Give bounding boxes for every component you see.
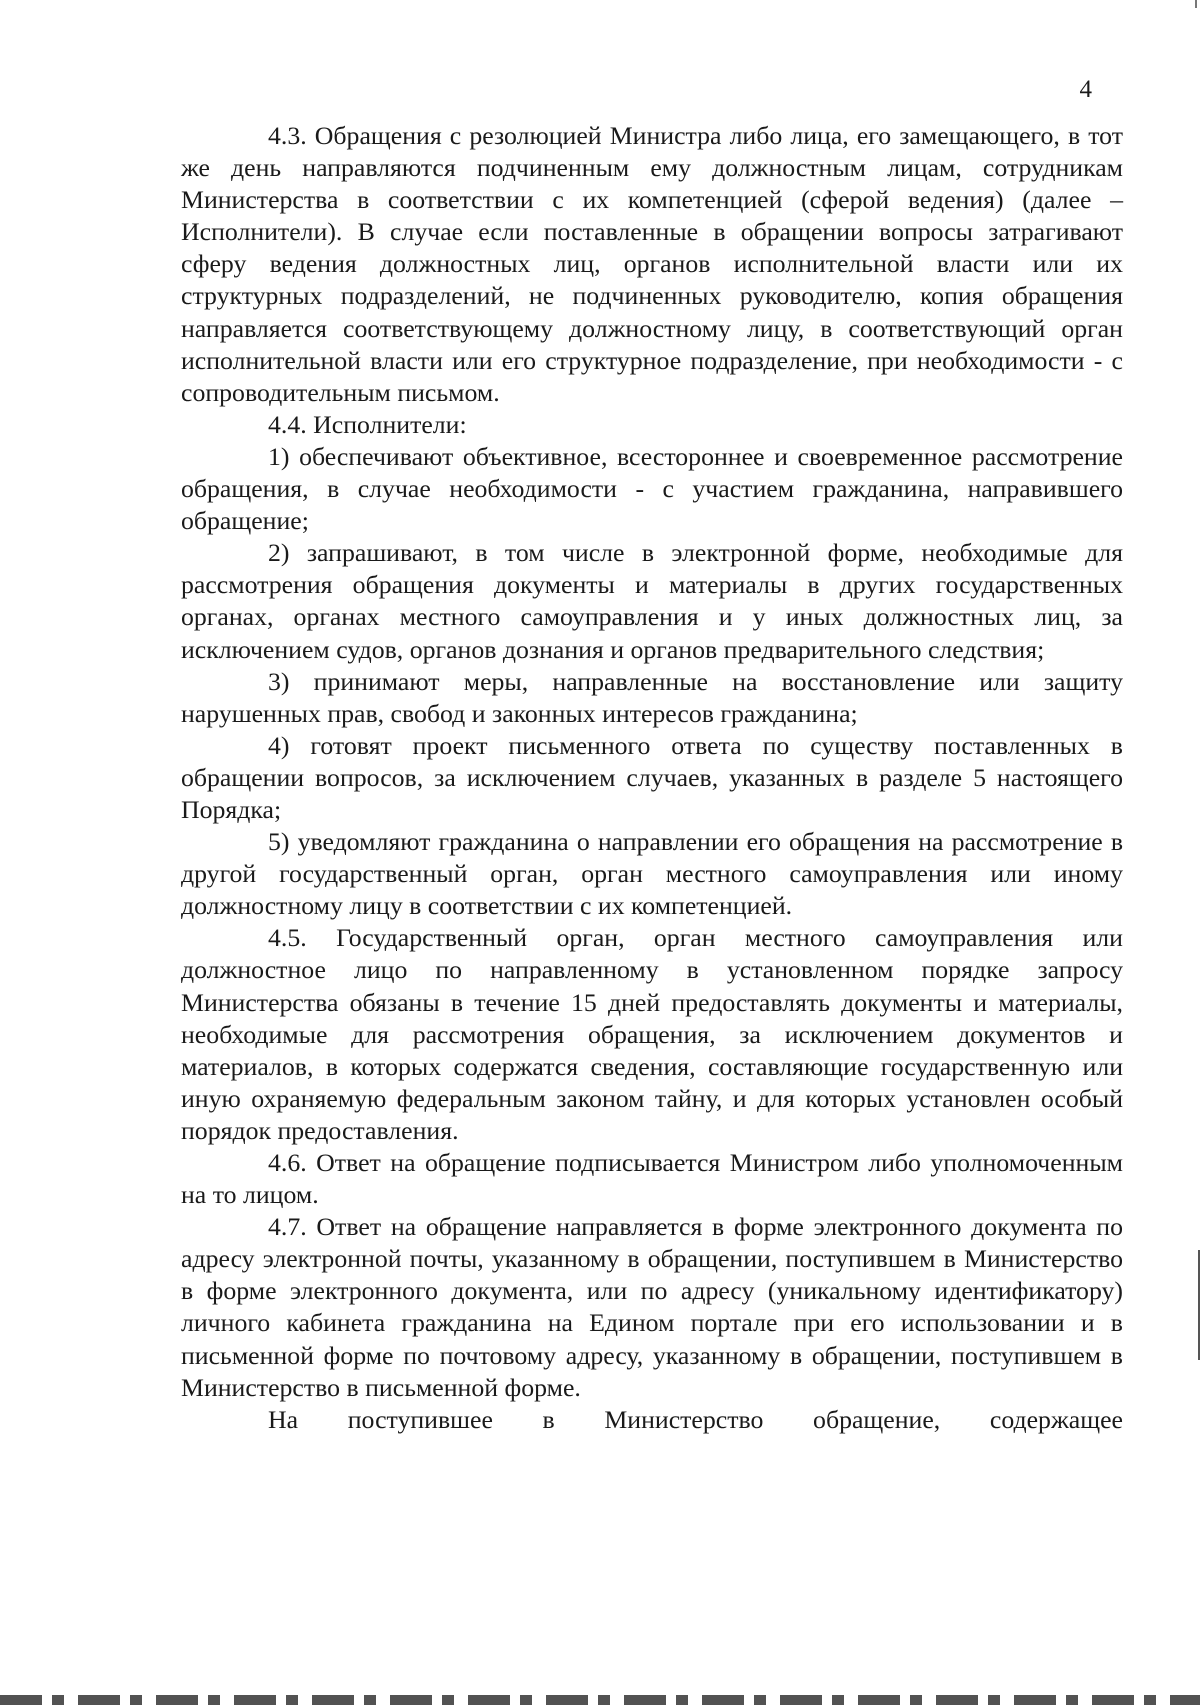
paragraph-4-5: 4.5. Государственный орган, орган местного самоуправления или должностное лицо по направленному в установленном порядке запросу Министерства обязаны в течение 15 дней предоставлять документы и материалы, необходимые для рассмотрения обращения, за исключением документов и материалов, в которых содержатся сведения, составляющие государственную или иную охраняемую федеральным законом тайну, и для которых установлен особый порядок предоставления. (181, 923, 1123, 1145)
paragraph-continuation: На поступившее в Министерство обращение, содержащее (268, 1404, 1123, 1434)
list-item-5: 5) уведомляют гражданина о направлении его обращения на рассмотрение в другой государственный орган, орган местного самоуправления или иному должностному лицу в соответствии с их компетенцией. (181, 827, 1123, 921)
scan-edge-mark (1195, 0, 1197, 8)
list-item-3: 3) принимают меры, направленные на восстановление или защиту нарушенных прав, свобод и законных интересов гражданина; (181, 666, 1123, 728)
paragraph-4-6: 4.6. Ответ на обращение подписывается Министром либо уполномоченным на то лицом. (181, 1148, 1123, 1210)
scan-bottom-border (0, 1695, 1200, 1705)
page-number: 4 (1079, 76, 1092, 103)
list-item-2: 2) запрашивают, в том числе в электронной форме, необходимые для рассмотрения обращения документы и материалы в других государственных органах, органах местного самоуправления и у иных должностных лиц, за исключением судов, органов дознания и органов предварительного следствия; (181, 538, 1123, 664)
paragraph-4-7: 4.7. Ответ на обращение направляется в форме электронного документа по адресу электронной почты, указанному в обращении, поступившем в Министерство в форме электронного документа, или по адресу (уникальному идентификатору) личного кабинета гражданина на Едином портале при его использовании и в письменной форме по почтовому адресу, указанному в обращении, поступившем в Министерство в письменной форме. (181, 1212, 1123, 1402)
paragraph-4-4: 4.4. Исполнители: (268, 409, 467, 439)
document-body (181, 120, 1123, 1436)
list-item-1: 1) обеспечивают объективное, всестороннее и своевременное рассмотрение обращения, в случае необходимости - с участием гражданина, направившего обращение; (181, 441, 1123, 536)
list-item-4: 4) готовят проект письменного ответа по существу поставленных в обращении вопросов, за исключением случаев, указанных в разделе 5 настоящего Порядка; (181, 730, 1123, 824)
paragraph-4-3: 4.3. Обращения с резолюцией Министра либо лица, его замещающего, в тот же день направляются подчиненным ему должностным лицам, сотрудникам Министерства в соответствии с их компетенцией (сферой ведения) (далее – Исполнители). В случае если поставленные в обращении вопросы затрагивают сферу ведения должностных лиц, органов исполнительной власти или их структурных подразделений, не подчиненных руководителю, копия обращения направляется соответствующему должностному лицу, в соответствующий орган исполнительной власти или его структурное подразделение, при необходимости - с сопроводительным письмом. (181, 121, 1123, 407)
